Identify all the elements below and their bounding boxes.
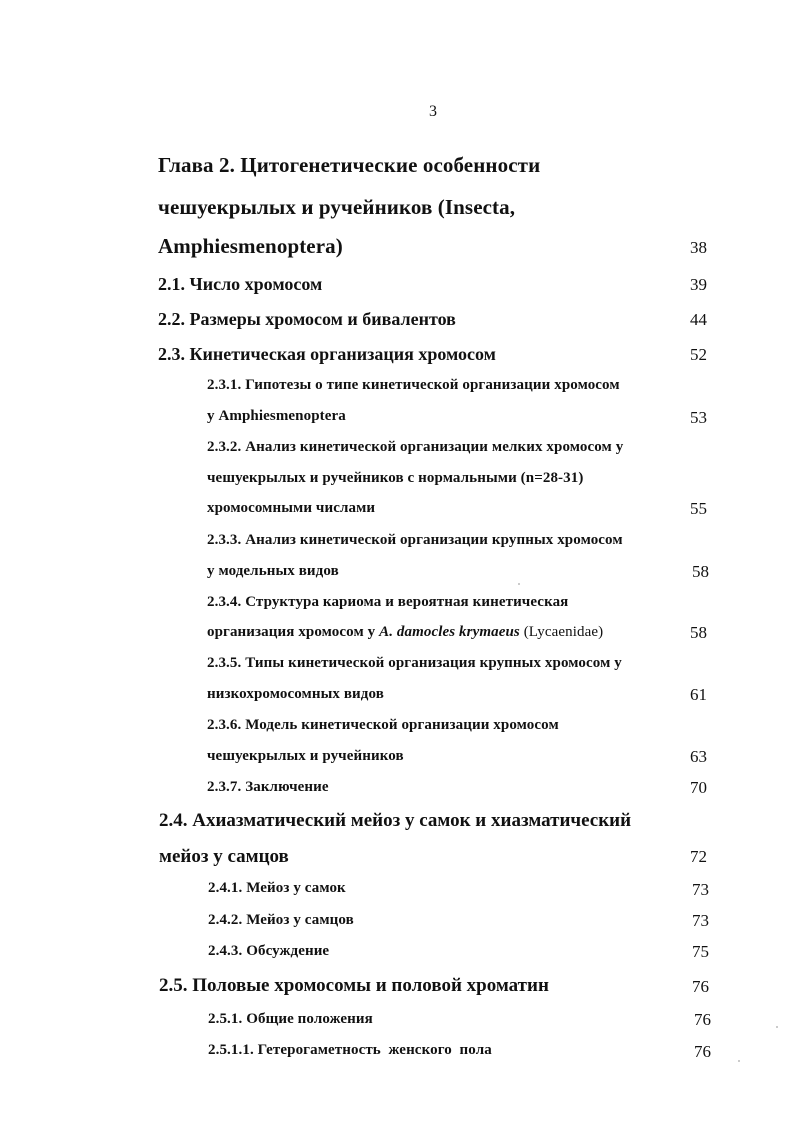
toc-section-2-3-5-line-2: низкохромосомных видов: [207, 686, 384, 702]
toc-section-2-3-4-page: 58: [690, 623, 707, 642]
toc-section-2-4-1-page: 73: [692, 880, 709, 899]
toc-chapter-2-line-2: чешуекрылых и ручейников (Insecta,: [158, 195, 516, 219]
toc-section-2-4-1-label: 2.4.1. Мейоз у самок: [208, 880, 346, 896]
scan-speckle: [518, 583, 520, 585]
toc-section-2-3-4-line-2: [207, 624, 603, 641]
toc-section-2-3-4-species-name: A. damocles krymaeus: [379, 624, 520, 640]
toc-section-2-3-label: 2.3. Кинетическая организация хромосом: [158, 344, 496, 364]
toc-section-2-3-5-line-1: 2.3.5. Типы кинетической организация крупных хромосом у: [207, 655, 622, 671]
toc-section-2-1-page: 39: [690, 275, 707, 294]
toc-section-2-5-1-1-page: 76: [694, 1042, 711, 1061]
toc-section-2-4-line-1: 2.4. Ахиазматический мейоз у самок и хиазматический: [159, 810, 632, 831]
toc-section-2-1-label: 2.1. Число хромосом: [158, 274, 323, 294]
toc-section-2-3-6-line-1: 2.3.6. Модель кинетической организации хромосом: [207, 717, 559, 733]
toc-chapter-2-page: 38: [690, 238, 707, 257]
toc-chapter-2-line-3: Amphiesmenoptera): [158, 234, 343, 258]
toc-section-2-3-2-line-2: чешуекрылых и ручейников с нормальными (n=28-31): [207, 470, 584, 486]
toc-chapter-2-line-1: Глава 2. Цитогенетические особенности: [158, 153, 541, 177]
toc-section-2-4-2-label: 2.4.2. Мейоз у самцов: [208, 912, 354, 928]
toc-section-2-3-7-page: 70: [690, 778, 707, 797]
toc-section-2-3-3-line-1: 2.3.3. Анализ кинетической организации крупных хромосом: [207, 532, 623, 548]
toc-section-2-3-3-line-2: у модельных видов: [207, 563, 339, 579]
toc-section-2-3-6-page: 63: [690, 747, 707, 766]
toc-section-2-4-page: 72: [690, 847, 707, 866]
toc-section-2-3-2-line-3: хромосомными числами: [207, 500, 376, 516]
toc-section-2-4-3-label: 2.4.3. Обсуждение: [208, 943, 330, 959]
scan-speckle: [738, 1060, 740, 1062]
page-number: 3: [429, 103, 437, 120]
toc-section-2-3-2-page: 55: [690, 499, 707, 518]
toc-section-2-3-3-page: 58: [692, 562, 709, 581]
toc-section-2-4-3-page: 75: [692, 942, 709, 961]
toc-section-2-5-1-label: 2.5.1. Общие положения: [208, 1011, 373, 1027]
toc-section-2-4-2-page: 73: [692, 911, 709, 930]
toc-section-2-5-page: 76: [692, 977, 709, 996]
toc-section-2-5-label: 2.5. Половые хромосомы и половой хроматин: [159, 975, 549, 996]
toc-section-2-5-1-1-label: 2.5.1.1. Гетерогаметность женского пола: [208, 1042, 492, 1058]
toc-section-2-3-4-line-2-prefix: организация хромосом у: [207, 624, 380, 640]
toc-section-2-3-1-line-2: у Amphiesmenoptera: [207, 408, 346, 424]
toc-section-2-3-6-line-2: чешуекрылых и ручейников: [207, 748, 404, 764]
toc-section-2-3-1-page: 53: [690, 408, 707, 427]
toc-section-2-3-5-page: 61: [690, 685, 707, 704]
toc-section-2-2-label: 2.2. Размеры хромосом и бивалентов: [158, 309, 456, 329]
toc-section-2-3-1-line-1: 2.3.1. Гипотезы о типе кинетической организации хромосом: [207, 377, 620, 393]
toc-section-2-2-page: 44: [690, 310, 707, 329]
toc-section-2-3-2-line-1: 2.3.2. Анализ кинетической организации мелких хромосом у: [207, 439, 624, 455]
scan-speckle: [776, 1026, 778, 1028]
toc-section-2-5-1-page: 76: [694, 1010, 711, 1029]
toc-section-2-3-4-line-1: 2.3.4. Структура кариома и вероятная кинетическая: [207, 594, 569, 610]
toc-section-2-3-4-family-name: (Lycaenidae): [519, 624, 604, 640]
toc-section-2-4-line-2: мейоз у самцов: [159, 846, 289, 867]
toc-section-2-3-7-label: 2.3.7. Заключение: [207, 779, 329, 795]
toc-section-2-3-page: 52: [690, 345, 707, 364]
